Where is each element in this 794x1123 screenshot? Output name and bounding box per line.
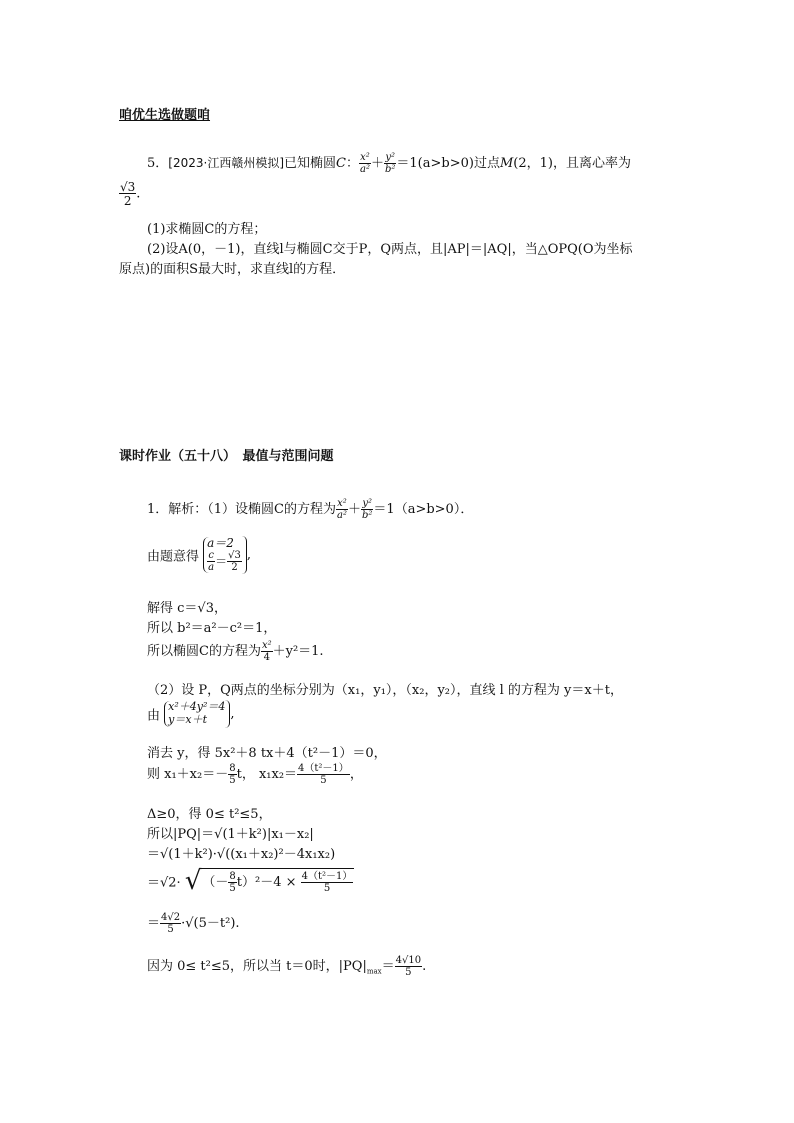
solution-line-3: 解得 c＝√3，	[147, 601, 227, 616]
solution-line-10: Δ≥0，得 0≤ t²≤5，	[147, 807, 272, 822]
plus: ＋	[370, 156, 384, 171]
solution-line-15	[147, 955, 426, 978]
denominator: a²	[337, 509, 347, 521]
solution-line-4: 所以 b²＝a²－c²＝1，	[147, 621, 277, 636]
problem-5-statement	[147, 152, 631, 175]
denominator: 5	[229, 774, 236, 786]
eq-a: a＝2	[207, 536, 234, 551]
solution-line-5	[147, 640, 324, 663]
question-1: (1)求椭圆C的方程；	[147, 222, 267, 237]
frac-c-a	[207, 551, 215, 573]
solution-line-8: 消去 y，得 5x²＋8 tx＋4（t²－1）＝0，	[147, 746, 387, 761]
denominator: b²	[362, 509, 373, 521]
frac-x2-4	[261, 641, 273, 663]
text: ＋y²＝1.	[272, 644, 324, 659]
solution-line-9	[147, 763, 363, 786]
denominator: 5	[229, 882, 236, 894]
eccentricity-value	[119, 181, 140, 207]
eq-line: y＝x＋t	[168, 713, 207, 726]
comma: ,	[230, 706, 235, 722]
numerator: 8	[229, 870, 236, 882]
solution-line-13	[147, 866, 354, 896]
plus: ＋	[347, 502, 361, 517]
denominator: a	[208, 561, 215, 573]
var-C: C	[336, 156, 346, 171]
numerator: y²	[362, 497, 373, 509]
denominator: 5	[301, 882, 354, 894]
solution-line-2	[147, 536, 251, 574]
text: 由题意得	[147, 549, 200, 565]
denominator: 4	[261, 651, 273, 663]
frac-x2-a2	[336, 499, 348, 521]
frac-y2-b2	[384, 153, 396, 175]
solution-line-14	[147, 912, 240, 935]
frac-product	[301, 872, 354, 894]
comma: ,	[246, 547, 252, 563]
denominator: a²	[359, 163, 370, 175]
text: 则 x₁＋x₂＝－	[147, 767, 229, 782]
equals: ＝	[215, 554, 228, 569]
numerator: x²	[360, 151, 370, 163]
question-2-line-2: 原点)的面积S最大时，求直线l的方程．	[119, 262, 346, 277]
denominator: b²	[384, 163, 396, 175]
numerator: √3	[228, 549, 241, 561]
frac-y2-b2	[361, 499, 373, 521]
eq-ellipse: x²＋4y²＝4	[168, 700, 226, 714]
colon: ：	[345, 156, 359, 171]
text: ，	[349, 767, 363, 782]
text: t， x₁x₂＝	[236, 767, 298, 782]
question-2-line-1: (2)设A(0，－1)，直线l与椭圆C交于P，Q两点，且|AP|＝|AQ|，当△OPQ(O为坐标	[147, 242, 633, 257]
text: （－	[202, 875, 229, 891]
radical-sign: √	[184, 866, 202, 896]
equation-system-1	[203, 537, 242, 573]
text: ＝	[381, 959, 395, 974]
frac-8-5	[228, 764, 236, 786]
numerator: √3	[120, 180, 136, 194]
text: 由	[147, 708, 161, 724]
numerator: x²	[261, 639, 272, 651]
text: t）²－4 ×	[236, 875, 297, 891]
var-M: M	[499, 156, 514, 171]
point-text: (2，1)，且离心率为	[513, 156, 631, 171]
numerator: 4（t²－1）	[301, 870, 353, 882]
text: 1．解析：（1）设椭圆C的方程为	[147, 502, 336, 517]
numerator: 8	[229, 762, 236, 774]
denominator: 2	[119, 193, 136, 207]
denominator: 5	[297, 774, 350, 786]
radicand	[201, 868, 354, 894]
section-heading-elective: 咱优生选做题咱	[119, 108, 211, 123]
solution-line-7	[147, 700, 235, 728]
section-heading-homework: 课时作业（五十八） 最值与范围问题	[119, 449, 334, 464]
frac-sqrt3-2	[119, 181, 136, 207]
problem-source: [2023·江西赣州模拟]	[168, 156, 284, 170]
text: 所以椭圆C的方程为	[147, 644, 261, 659]
text: ＝√2·	[147, 875, 181, 891]
frac-8-5	[228, 872, 236, 894]
text: .	[422, 959, 427, 974]
big-sqrt	[185, 866, 355, 896]
numerator: 4（t²－1）	[298, 762, 349, 774]
text: ＝1（a>b>0）．	[373, 502, 474, 517]
denominator: 2	[227, 561, 242, 573]
solution-line-11: 所以|PQ|＝√(1＋k²)|x₁－x₂|	[147, 827, 314, 842]
problem-number: 5．	[147, 156, 169, 171]
condition-text: ＝1(a>b>0)过点	[396, 156, 500, 171]
numerator: c	[208, 549, 214, 561]
frac-4sqrt10-5	[395, 956, 422, 978]
solution-line-1	[147, 498, 473, 521]
numerator: 4√10	[395, 954, 422, 966]
frac-product	[297, 764, 350, 786]
frac-4sqrt2-5	[160, 913, 181, 935]
denominator: 5	[160, 923, 181, 935]
equation-system-2	[164, 701, 225, 726]
text: ＝	[147, 916, 161, 931]
subscript-max: max	[366, 967, 382, 976]
numerator: y²	[385, 151, 396, 163]
denominator: 5	[395, 966, 422, 978]
text: ·√(5－t²).	[181, 916, 240, 931]
problem-text: 已知椭圆	[284, 156, 337, 171]
period: .	[136, 186, 141, 202]
numerator: 4√2	[161, 911, 181, 923]
text: 因为 0≤ t²≤5，所以当 t＝0时，|PQ|	[147, 959, 367, 974]
solution-line-12: ＝√(1＋k²)·√((x₁＋x₂)²－4x₁x₂)	[147, 847, 336, 862]
solution-line-6: （2）设 P，Q两点的坐标分别为（x₁，y₁），（x₂，y₂），直线 l 的方程为 y＝x＋t，	[147, 683, 623, 698]
frac-sqrt3-2	[227, 551, 242, 573]
frac-x2-a2	[359, 153, 371, 175]
numerator: x²	[337, 497, 347, 509]
